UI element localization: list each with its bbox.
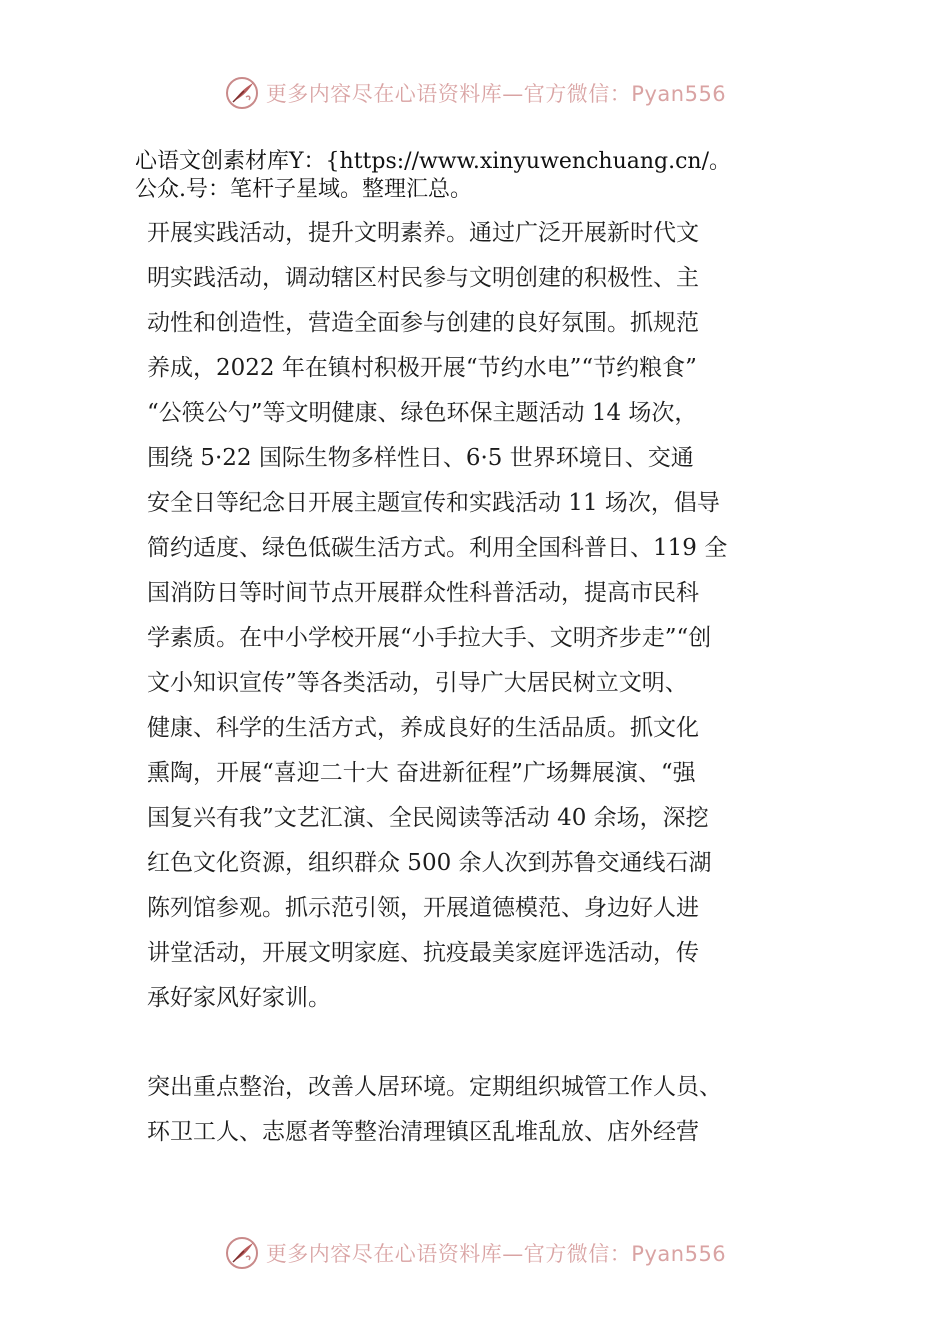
- watermark-footer: [0, 1233, 950, 1273]
- body-paragraph-1: [147, 211, 817, 1021]
- text-line: 开展实践活动，提升文明素养。通过广泛开展新时代文: [147, 220, 699, 246]
- text-line: 承好家风好家训。: [147, 985, 331, 1011]
- text-line: 动性和创造性，营造全面参与创建的良好氛围。抓规范: [147, 310, 699, 336]
- text-line: 健康、科学的生活方式，养成良好的生活品质。抓文化: [147, 715, 699, 741]
- source-line-1: 心语文创素材库Y：{https://www.xinyuwenchuang.cn/。: [135, 149, 732, 174]
- text-line: 文小知识宣传”等各类活动，引导广大居民树立文明、: [147, 670, 688, 696]
- text-line: 环卫工人、志愿者等整治清理镇区乱堆乱放、店外经营: [147, 1119, 699, 1145]
- text-line: 养成，2022 年在镇村积极开展“节约水电”“节约粮食”: [147, 355, 697, 381]
- text-line: 安全日等纪念日开展主题宣传和实践活动 11 场次，倡导: [147, 490, 720, 516]
- watermark-header: [0, 73, 950, 113]
- text-line: 突出重点整治，改善人居环境。定期组织城管工作人员、: [147, 1074, 722, 1100]
- watermark-text: 更多内容尽在心语资料库—官方微信：Pyan556: [265, 82, 727, 106]
- feather-pen-logo-icon: [224, 75, 260, 111]
- text-line: 简约适度、绿色低碳生活方式。利用全国科普日、119 全: [147, 535, 728, 561]
- text-line: 国消防日等时间节点开展群众性科普活动，提高市民科: [147, 580, 699, 606]
- text-line: 学素质。在中小学校开展“小手拉大手、文明齐步走”“创: [147, 625, 712, 651]
- text-line: 陈列馆参观。抓示范引领，开展道德模范、身边好人进: [147, 895, 699, 921]
- body-paragraph-2: [147, 1065, 817, 1155]
- text-line: 围绕 5·22 国际生物多样性日、6·5 世界环境日、交通: [147, 445, 694, 471]
- text-line: 讲堂活动，开展文明家庭、抗疫最美家庭评选活动，传: [147, 940, 699, 966]
- text-line: 明实践活动，调动辖区村民参与文明创建的积极性、主: [147, 265, 699, 291]
- feather-pen-logo-icon: [224, 1235, 260, 1271]
- text-line: “公筷公勺”等文明健康、绿色环保主题活动 14 场次，: [147, 400, 698, 426]
- text-line: 熏陶，开展“喜迎二十大 奋进新征程”广场舞展演、“强: [147, 760, 696, 786]
- source-header: [135, 148, 935, 204]
- watermark-text: 更多内容尽在心语资料库—官方微信：Pyan556: [265, 1242, 727, 1266]
- source-line-2: 公众.号：笔杆子星域。整理汇总。: [135, 177, 472, 202]
- text-line: 红色文化资源，组织群众 500 余人次到苏鲁交通线石湖: [147, 850, 712, 876]
- text-line: 国复兴有我”文艺汇演、全民阅读等活动 40 余场，深挖: [147, 805, 709, 831]
